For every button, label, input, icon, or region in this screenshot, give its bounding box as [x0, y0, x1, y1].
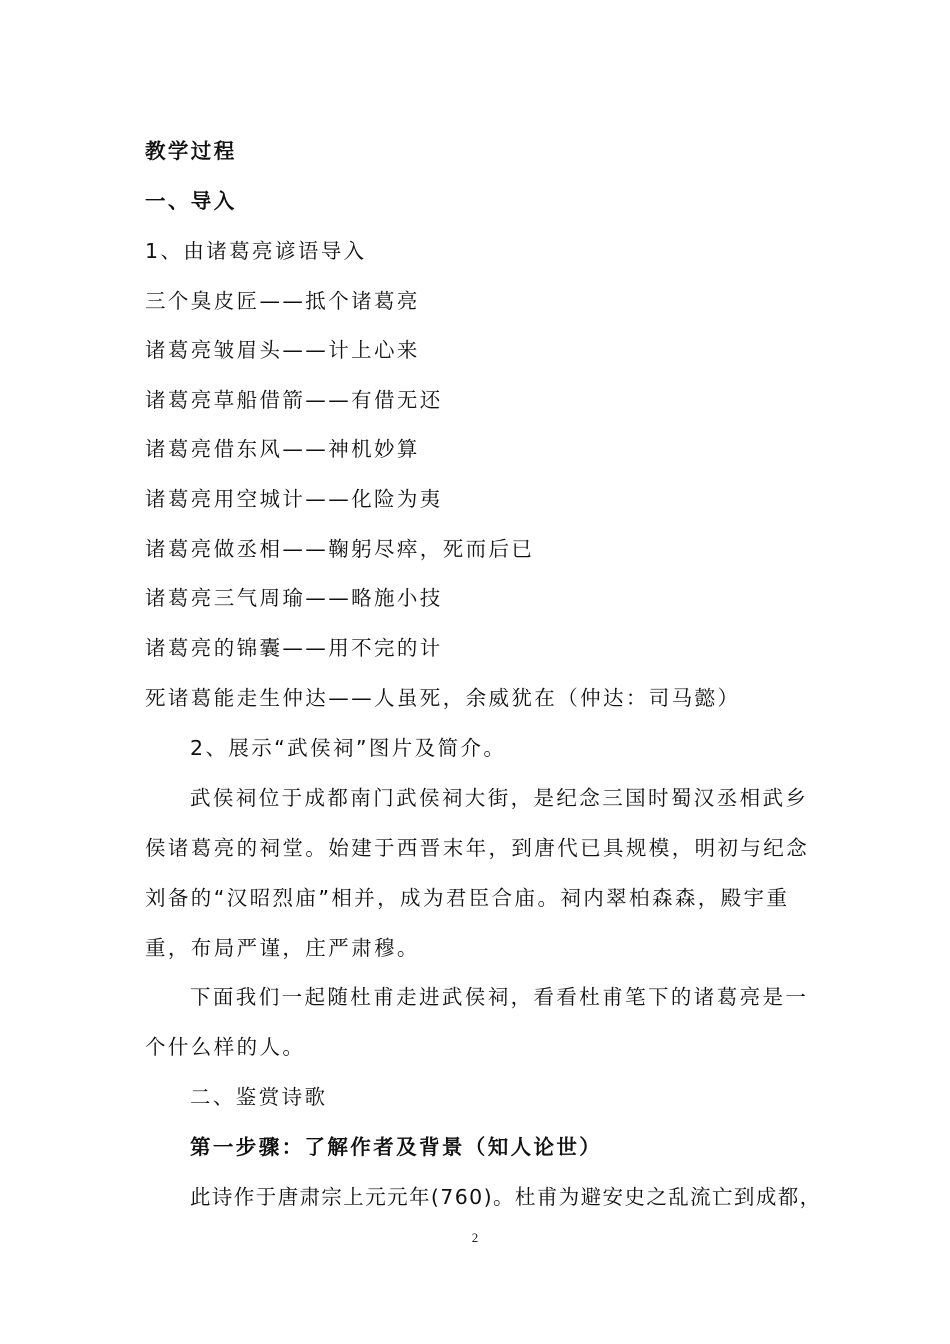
paragraph-line: 侯诸葛亮的祠堂。始建于西晋末年，到唐代已具规模，明初与纪念	[145, 836, 810, 860]
part2-heading: 二、鉴赏诗歌	[190, 1085, 328, 1109]
paragraph-line: 此诗作于唐肃宗上元元年(760)。杜甫为避安史之乱流亡到成都，	[190, 1185, 822, 1209]
page-number: 2	[471, 1230, 479, 1245]
paragraph-line: 个什么样的人。	[145, 1035, 306, 1059]
saying-line: 诸葛亮皱眉头——计上心来	[145, 338, 420, 362]
saying-line: 三个臭皮匠——抵个诸葛亮	[145, 289, 420, 313]
saying-line: 诸葛亮用空城计——化险为夷	[145, 487, 443, 511]
saying-line: 诸葛亮三气周瑜——略施小技	[145, 586, 443, 610]
paragraph-line: 重，布局严谨，庄严肃穆。	[145, 936, 420, 960]
step2-text: 2、展示“武侯祠”图片及简介。	[190, 736, 507, 760]
step1-text: 1、由诸葛亮谚语导入	[145, 239, 367, 263]
paragraph-line: 武侯祠位于成都南门武侯祠大街，是纪念三国时蜀汉丞相武乡	[190, 786, 809, 810]
saying-line: 诸葛亮借东风——神机妙算	[145, 437, 420, 461]
step-heading: 第一步骤：了解作者及背景（知人论世）	[190, 1135, 603, 1159]
saying-line: 死诸葛能走生仲达——人虽死，余威犹在（仲达：司马懿）	[145, 686, 741, 710]
saying-line: 诸葛亮做丞相——鞠躬尽瘁，死而后已	[145, 537, 535, 561]
saying-line: 诸葛亮草船借箭——有借无还	[145, 388, 443, 412]
paragraph-line: 刘备的“汉昭烈庙”相并，成为君臣合庙。祠内翠柏森森，殿宇重	[145, 886, 790, 910]
section-title: 教学过程	[145, 139, 237, 163]
saying-line: 诸葛亮的锦囊——用不完的计	[145, 636, 443, 660]
paragraph-line: 下面我们一起随杜甫走进武侯祠，看看杜甫笔下的诸葛亮是一	[190, 985, 809, 1009]
part1-heading: 一、导入	[145, 189, 237, 213]
